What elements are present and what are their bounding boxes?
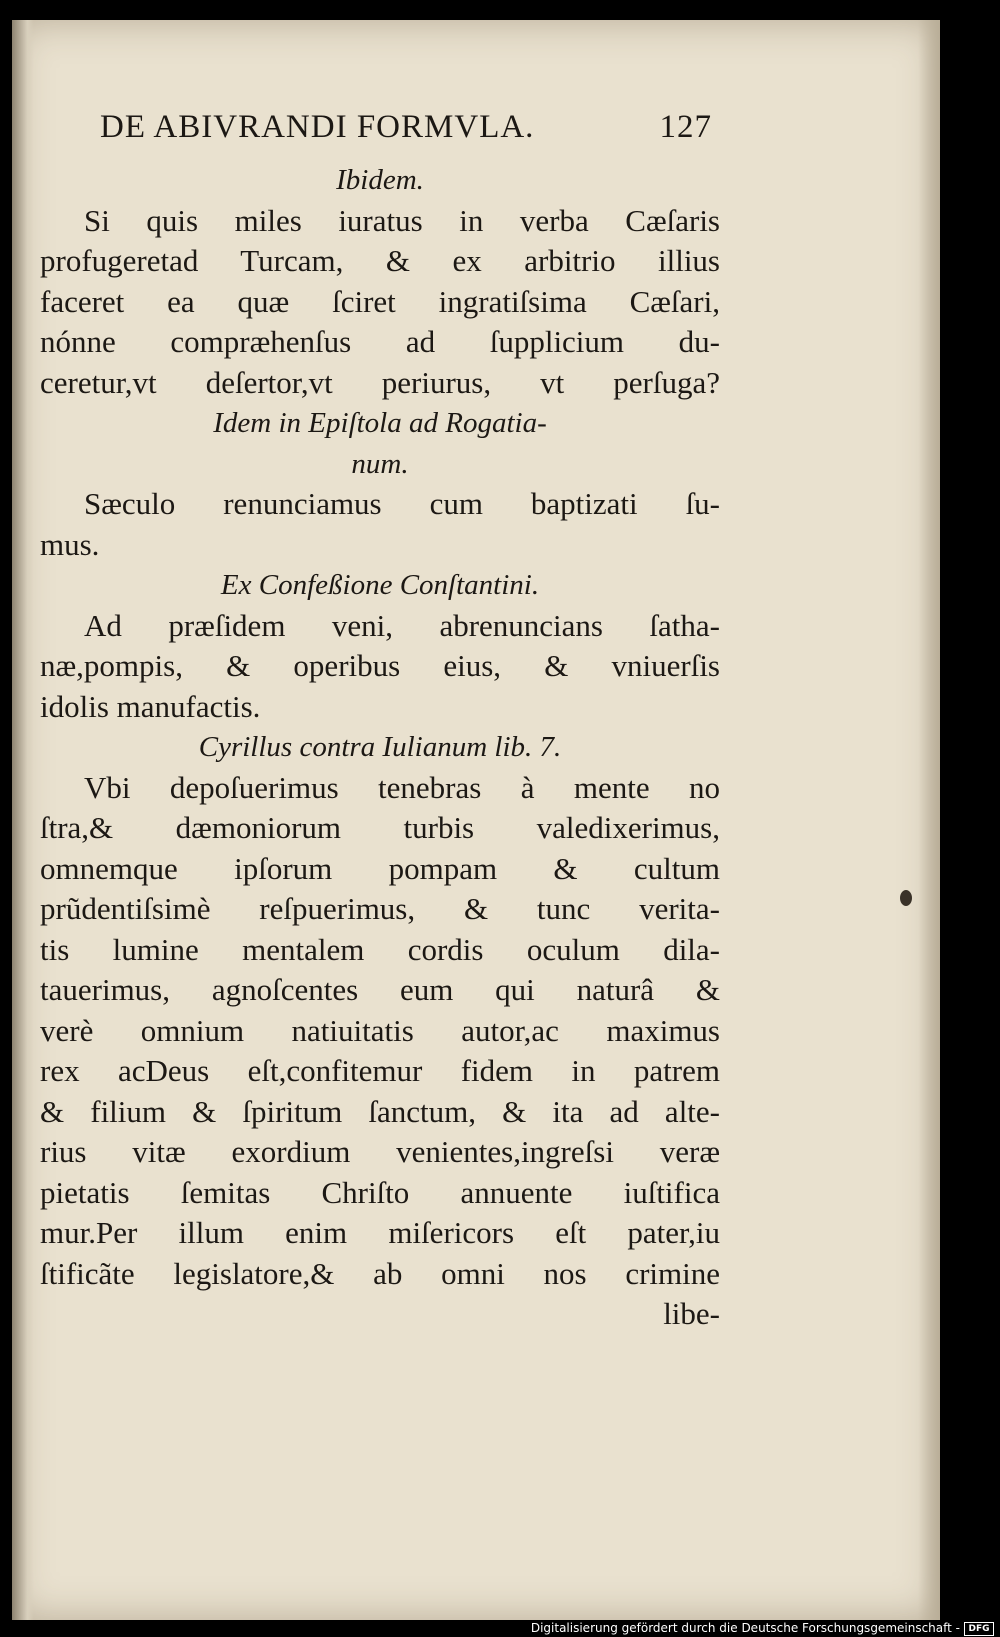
text-line: Sæculo renunciamus cum baptizati ſu- xyxy=(84,486,720,521)
text-line: mur.Per illum enim miſericors eſt pater,iu xyxy=(40,1215,720,1250)
section-heading: num. xyxy=(351,447,409,480)
running-header xyxy=(80,105,720,151)
text-line: tis lumine mentalem cordis oculum dila- xyxy=(40,931,720,967)
text-line: næ,pompis, & operibus eius, & vniuerſis xyxy=(40,648,720,683)
text-line: & filium & ſpiritum ſanctum, & ita ad alte- xyxy=(40,1093,720,1129)
digitization-footer xyxy=(0,1620,1000,1637)
text-line: ceretur,vt deſertor,vt periurus, vt perſuga? xyxy=(40,364,720,400)
text-line: faceret ea quæ ſciret ingratiſsima Cæſari, xyxy=(40,283,720,319)
running-title: DE ABIVRANDI FORMVLA. xyxy=(100,109,535,145)
text-line: rex acDeus eſt,confitemur fidem in patrem xyxy=(40,1053,720,1088)
page-body xyxy=(40,160,720,1335)
text-line: rius vitæ exordium venientes,ingreſsi veræ xyxy=(40,1134,720,1169)
text-line: Vbi depoſuerimus tenebras à mente no xyxy=(84,769,720,805)
text-line: nónne compræhenſus ad ſupplicium du- xyxy=(40,324,720,359)
ink-spot xyxy=(900,890,912,906)
text-line: omnemque ipſorum pompam & cultum xyxy=(40,850,720,886)
text-line: pietatis ſemitas Chriſto annuente iuſtifica xyxy=(40,1174,720,1210)
text-line: tauerimus, agnoſcentes eum qui naturâ & xyxy=(40,972,720,1007)
text-line: prũdentiſsimè reſpuerimus, & tunc verita- xyxy=(40,891,720,926)
section-heading: Ex Confeßione Conſtantini. xyxy=(220,569,540,601)
section-heading: Cyrillus contra Iulianum lib. 7. xyxy=(198,731,562,763)
text-line: profugeretad Turcam, & ex arbitrio illius xyxy=(40,243,720,278)
text-line: ſtificãte legislatore,& ab omni nos crimine xyxy=(40,1255,720,1291)
dfg-logo: DFG xyxy=(964,1622,994,1636)
text-line: idolis manufactis. xyxy=(40,688,261,724)
text-line: Si quis miles iuratus in verba Cæſaris xyxy=(84,202,720,238)
section-heading: Idem in Epiſtola ad Rogatia- xyxy=(213,407,547,439)
catchword: libe- xyxy=(663,1296,720,1331)
funding-credit: Digitalisierung gefördert durch die Deutsche Forschungsgemeinschaft - xyxy=(530,1621,960,1635)
page-outer-edge xyxy=(918,20,940,1620)
page-binding-edge xyxy=(12,20,34,1620)
text-line: Ad præſidem veni, abrenuncians ſatha- xyxy=(84,607,720,643)
text-line: ſtra,& dæmoniorum turbis valedixerimus, xyxy=(40,810,720,845)
page-number: 127 xyxy=(659,109,712,145)
text-line: mus. xyxy=(40,526,100,562)
section-heading: Ibidem. xyxy=(336,164,424,196)
text-line: verè omnium natiuitatis autor,ac maximus xyxy=(40,1012,720,1048)
